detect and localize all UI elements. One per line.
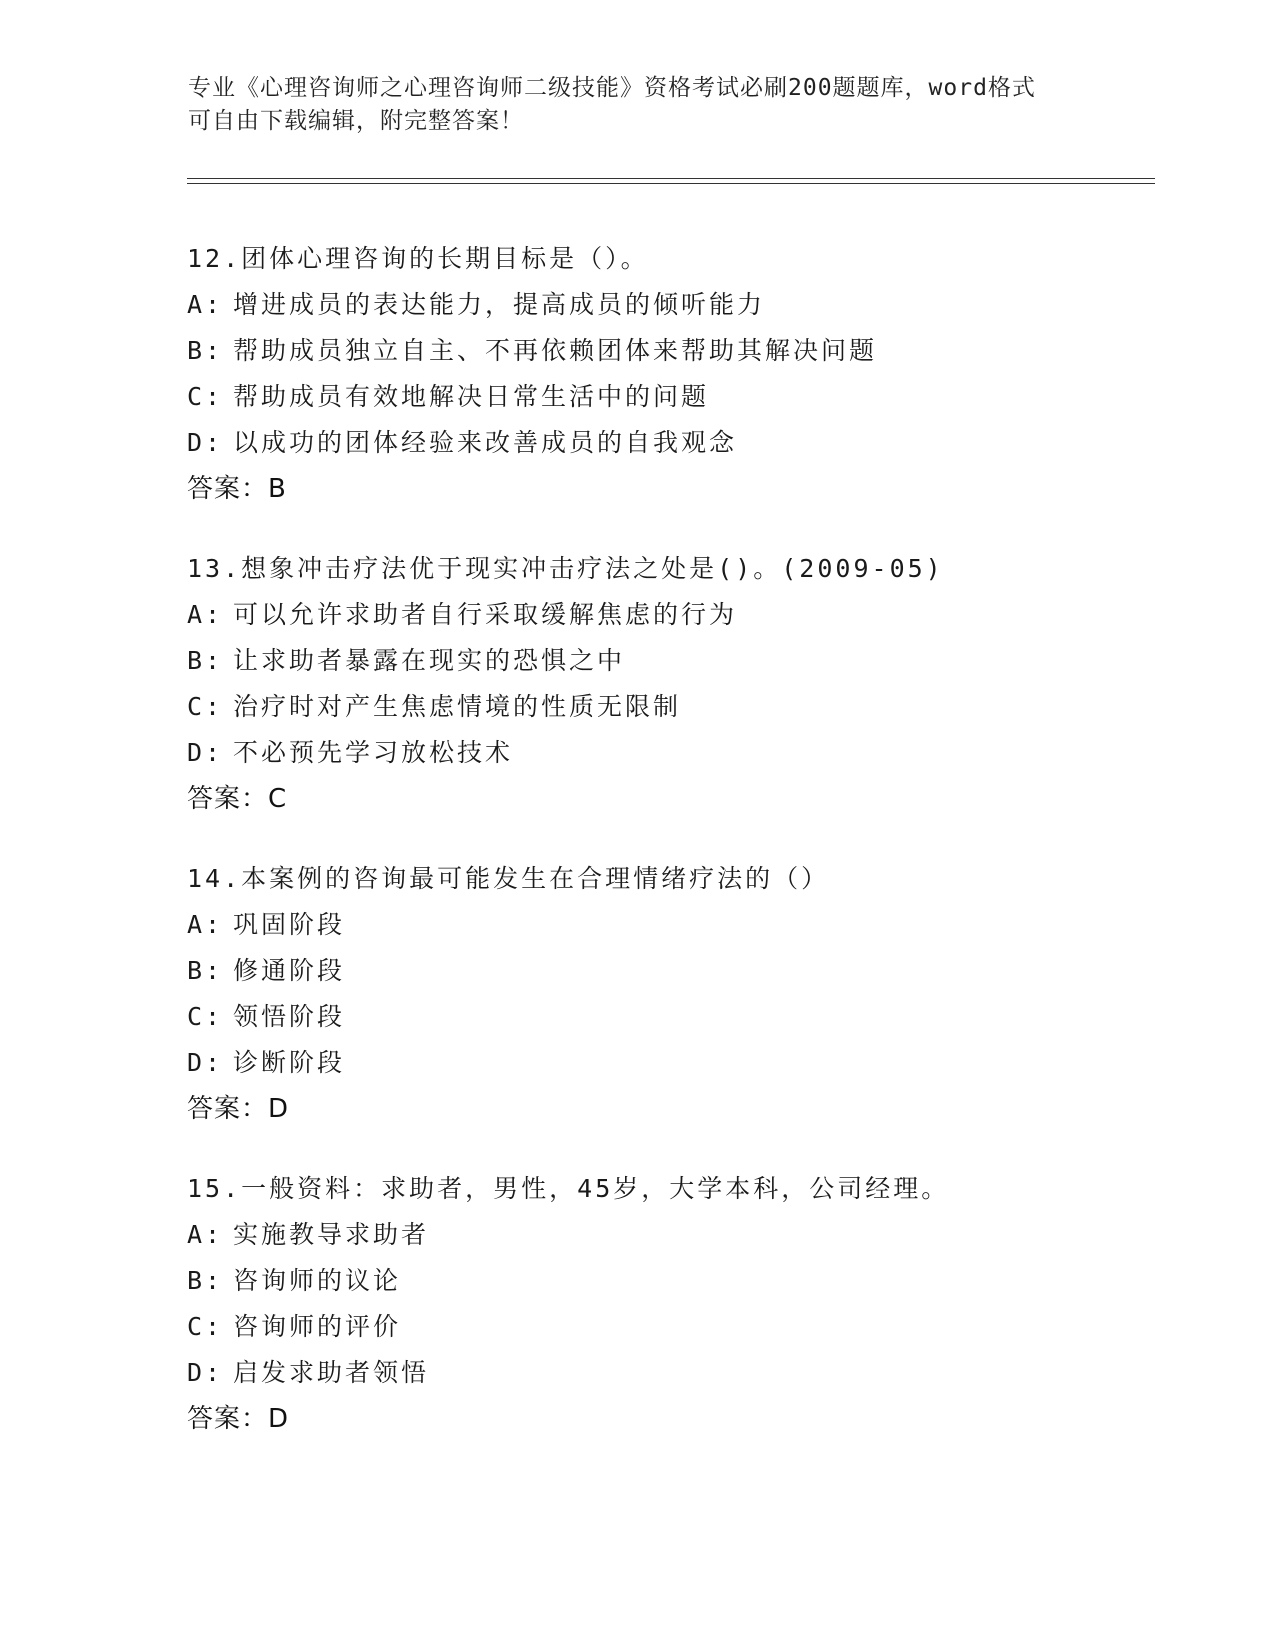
option-text: 不必预先学习放松技术 [233, 738, 514, 767]
option-b [187, 948, 1147, 994]
question-list [187, 236, 1147, 1476]
option-text: 治疗时对产生焦虑情境的性质无限制 [233, 692, 682, 721]
option-text: 启发求助者领悟 [233, 1358, 430, 1387]
option-text: 增进成员的表达能力，提高成员的倾听能力 [233, 290, 766, 319]
header-divider-top [187, 178, 1155, 179]
option-key: B: [187, 336, 224, 365]
option-text: 让求助者暴露在现实的恐惧之中 [233, 646, 626, 675]
option-b [187, 638, 1147, 684]
option-key: A: [187, 1220, 224, 1249]
option-a [187, 282, 1147, 328]
question-15 [187, 1166, 1147, 1442]
option-text: 咨询师的评价 [233, 1312, 402, 1341]
option-text: 帮助成员独立自主、不再依赖团体来帮助其解决问题 [233, 336, 878, 365]
answer-line: 答案：D [187, 1404, 290, 1434]
option-key: C: [187, 1002, 224, 1031]
option-c [187, 684, 1147, 730]
question-14 [187, 856, 1147, 1132]
option-a [187, 1212, 1147, 1258]
option-key: C: [187, 382, 224, 411]
option-b [187, 328, 1147, 374]
option-text: 实施教导求助者 [233, 1220, 430, 1249]
option-text: 帮助成员有效地解决日常生活中的问题 [233, 382, 710, 411]
option-d [187, 420, 1147, 466]
option-c [187, 1304, 1147, 1350]
option-key: C: [187, 692, 224, 721]
option-b [187, 1258, 1147, 1304]
question-13 [187, 546, 1147, 822]
option-text: 领悟阶段 [233, 1002, 346, 1031]
option-key: B: [187, 956, 224, 985]
document-header [188, 72, 1088, 138]
option-a [187, 902, 1147, 948]
answer-line: 答案：D [187, 1094, 290, 1124]
option-d [187, 1040, 1147, 1086]
option-key: C: [187, 1312, 224, 1341]
option-key: A: [187, 600, 224, 629]
question-12 [187, 236, 1147, 512]
header-line-1: 专业《心理咨询师之心理咨询师二级技能》资格考试必刷200题题库，word格式 [188, 75, 1036, 101]
question-stem: 14.本案例的咨询最可能发生在合理情绪疗法的（） [187, 864, 830, 893]
answer-line: 答案：B [187, 474, 287, 504]
option-text: 咨询师的议论 [233, 1266, 402, 1295]
option-d [187, 730, 1147, 776]
option-text: 巩固阶段 [233, 910, 346, 939]
option-key: B: [187, 1266, 224, 1295]
option-c [187, 374, 1147, 420]
option-key: B: [187, 646, 224, 675]
option-key: D: [187, 1048, 224, 1077]
option-key: D: [187, 738, 224, 767]
header-divider-bottom [187, 183, 1155, 184]
header-line-2: 可自由下载编辑，附完整答案！ [188, 108, 524, 134]
option-text: 以成功的团体经验来改善成员的自我观念 [233, 428, 738, 457]
option-key: A: [187, 910, 224, 939]
option-d [187, 1350, 1147, 1396]
answer-line: 答案：C [187, 784, 288, 814]
option-a [187, 592, 1147, 638]
question-stem: 13.想象冲击疗法优于现实冲击疗法之处是()。(2009-05) [187, 554, 944, 583]
option-key: D: [187, 1358, 224, 1387]
question-stem: 15.一般资料：求助者，男性，45岁，大学本科，公司经理。 [187, 1174, 950, 1203]
option-text: 修通阶段 [233, 956, 346, 985]
question-stem: 12.团体心理咨询的长期目标是（）。 [187, 244, 649, 273]
option-key: D: [187, 428, 224, 457]
option-key: A: [187, 290, 224, 319]
option-text: 可以允许求助者自行采取缓解焦虑的行为 [233, 600, 738, 629]
option-text: 诊断阶段 [233, 1048, 346, 1077]
option-c [187, 994, 1147, 1040]
